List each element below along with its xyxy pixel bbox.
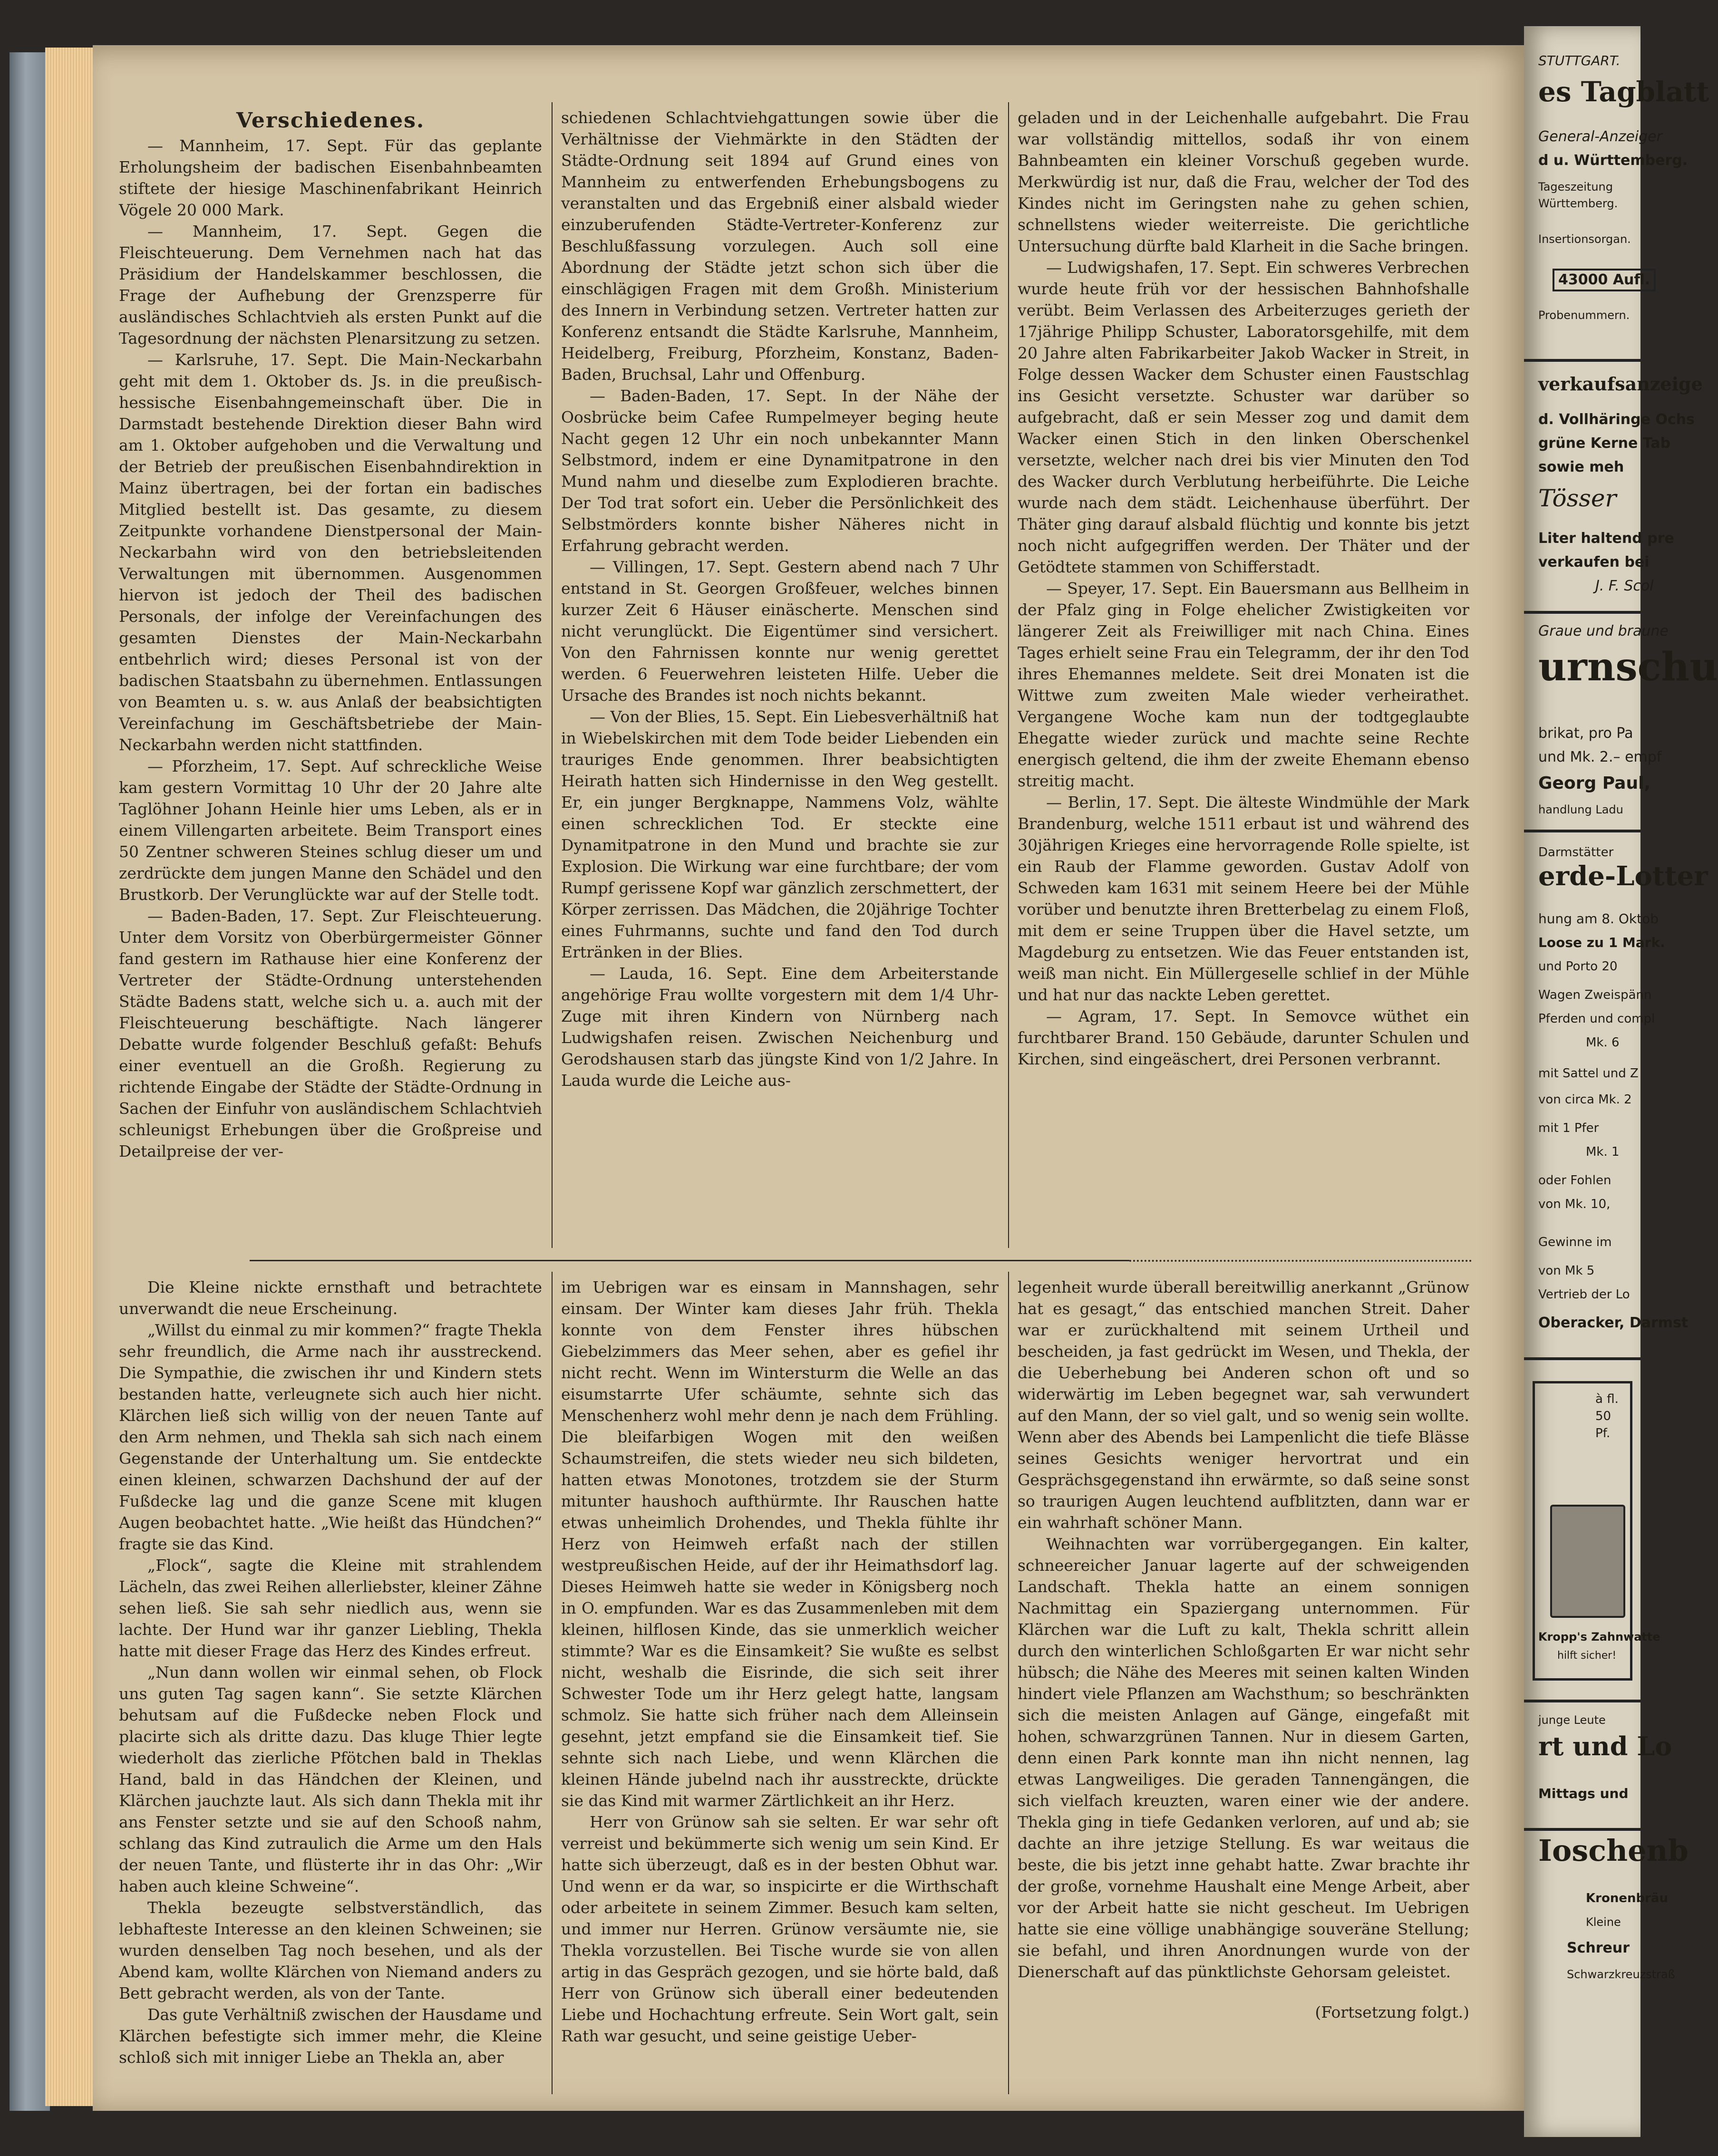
ad3-big: urnschu — [1538, 644, 1718, 690]
ad4-line: Wagen Zweispänn — [1538, 988, 1652, 1002]
section-heading: Verschiedenes. — [236, 108, 425, 133]
serial-paragraph: Das gute Verhältniß zwischen der Hausdame und Klärchen befestigte sich immer mehr, die Kleine schloß sich mit inniger Liebe an Thekla an, aber — [119, 2005, 542, 2067]
serial-paragraph: Herr von Grünow sah sie selten. Er war sehr oft verreist und bekümmerte sich wenig um sein Kind. Er hatte sich überzeugt, daß es in der besten Obhut war. Und wenn er da war, so inspicirte er die Wirthschaft oder arbeitete in seinem Zimmer. Besuch kam selten, und immer nur Herren. Grünow versäumte nie, sie Thekla vorzustellen. Bei Tische wurde sie von allen artig in das Gespräch gezogen, und sie hörte bald, daß Herr von Grünow sich überall einer bedeutenden Liebe und Hochachtung erfreute. Sein Wort galt, sein Rath war gesucht, und seine geistige Ueber- — [561, 1813, 999, 2045]
ad4-line: Gewinne im — [1538, 1235, 1612, 1249]
news-item: — Speyer, 17. Sept. Ein Bauersmann aus Bellheim in der Pfalz ging in Folge ehelicher Zwistigkeiten vor längerer Zeit als Freiwilliger mit nach China. Eines Tages erhielt seine Frau ein Telegramm, der ihr den Tod ihres Ehemannes meldete. Seit drei Monaten ist die Wittwe zum zweiten Male wieder verheirathet. Vergangene Woche kam nun der todtgeglaubte Ehegatte wieder zurück und machte seine Rechte energisch geltend, die ihm der zweite Ehemann ebenso streitig macht. — [1018, 579, 1469, 790]
news-item: — Agram, 17. Sept. In Semovce wüthet ein furchtbarer Brand. 150 Gebäude, darunter Schulen und Kirchen, sind eingeäschert, drei Personen verbrannt. — [1018, 1007, 1469, 1068]
ad2-signature: J. F. Scol — [1595, 578, 1654, 594]
ad6-line: Kleine — [1586, 1915, 1621, 1929]
ad-divider — [1524, 611, 1640, 614]
news-column-1 — [119, 107, 542, 1243]
news-column-2 — [561, 107, 999, 1243]
ad3-small: Graue und braune — [1538, 623, 1669, 639]
ad5-sub: hilft sicher! — [1557, 1650, 1617, 1662]
news-item: geladen und in der Leichenhalle aufgebahrt. Die Frau war vollständig mittellos, sodaß ihr von einem Bahnbeamten ein kleiner Vorschuß gegeben wurde. Merkwürdig ist nur, daß die Frau, welcher der Tod des Kindes nicht im Geringsten nahe zu gehen schien, schnellstens wieder weiterreiste. Die gerichtliche Untersuchung dürfte bald Klarheit in die Sache bringen. — [1018, 108, 1469, 255]
ad4-line: Pferden und compl — [1538, 1012, 1655, 1026]
news-item: — Baden-Baden, 17. Sept. In der Nähe der Oosbrücke beim Cafee Rumpelmeyer beging heute Nacht gegen 12 Uhr ein noch unbekannter Mann Selbstmord, indem er eine Dynamitpatrone in den Mund nahm und dieselbe zum Explodieren brachte. Der Tod trat sofort ein. Ueber die Persönlichkeit des Selbstmörders konnte bisher Näheres nicht in Erfahrung gebracht werden. — [561, 387, 999, 555]
serial-column-1 — [119, 1276, 542, 2094]
ad2-line: sowie meh — [1538, 459, 1624, 475]
ad-divider — [1524, 1357, 1640, 1360]
ad6-big: Ioschenb — [1538, 1833, 1689, 1868]
ad4-line: Loose zu 1 Mark. — [1538, 935, 1665, 950]
serial-paragraph: Thekla bezeugte selbstverständlich, das lebhafteste Interesse an den kleinen Schweinen; sie wurden denselben Tag noch besehen, und als der Abend kam, wollte Klärchen von Niemand anders zu Bett gebracht werden, als von der Tante. — [119, 1898, 542, 2002]
news-item: — Ludwigshafen, 17. Sept. Ein schweres Verbrechen wurde heute früh vor der hessischen Bahnhofshalle verübt. Beim Verlassen des Arbeiterzuges gerieth der 17jährige Philipp Schuster, Laboratorsgehilfe, mit dem 20 Jahre alten Fabrikarbeiter Jakob Wacker in Streit, in Folge dessen Wacker dem Schuster einen Faustschlag ins Gesicht versetzte. Schuster war darüber so aufgebracht, daß er sein Messer zog und damit dem Wacker einen Stich in den linken Oberschenkel versetzte, welcher nach drei bis vier Minuten den Tod des Wacker durch Verblutung herbeiführte. Die Leiche wurde nach dem städt. Leichenhause überführt. Der Thäter ging darauf alsbald flüchtig und konnte bis jetzt noch nicht aufgegriffen werden. Der Thäter und der Getödtete stammen von Schifferstadt. — [1018, 258, 1469, 576]
ad4-line: von circa Mk. 2 — [1538, 1093, 1632, 1107]
ad4-line: mit Sattel und Z — [1538, 1066, 1639, 1081]
ad-tagblatt-line: Insertionsorgan. — [1538, 232, 1631, 246]
serial-column-2 — [561, 1276, 999, 2094]
feuilleton-dotted-rule — [1129, 1260, 1472, 1262]
news-item: — Mannheim, 17. Sept. Gegen die Fleischteuerung. Dem Vernehmen nach hat das Präsidium der Handelskammer beschlossen, die Frage der Aufhebung der Grenzsperre für ausländisches Schlachtvieh als ersten Punkt auf die Tagesordnung der nächsten Plenarsitzung zu setzen. — [119, 222, 542, 348]
ad3-line: und Mk. 2.– empf — [1538, 749, 1662, 765]
ad4-line: Vertrieb der Lo — [1538, 1287, 1630, 1302]
adjacent-page-ads — [1524, 26, 1718, 2137]
ad5-portrait-image — [1550, 1505, 1625, 1618]
serial-column-3 — [1018, 1276, 1469, 2094]
ad-tagblatt-line: Württemberg. — [1538, 197, 1618, 210]
ad6-line: Mittags und — [1538, 1786, 1629, 1801]
ad-tagblatt-region: d u. Württemberg. — [1538, 152, 1688, 169]
ad-tagblatt-title: es Tagblatt — [1538, 76, 1709, 108]
ad5-brand: Kropp's Zahnwatte — [1538, 1630, 1660, 1644]
ad-tagblatt-line: Tageszeitung — [1538, 180, 1613, 193]
ad6-big: rt und Lo — [1538, 1731, 1672, 1761]
ad4-line: Mk. 6 — [1586, 1035, 1620, 1050]
serial-paragraph: Weihnachten war vorrübergegangen. Ein kalter, schneereicher Januar lagerte auf der schweigenden Landschaft. Thekla hatte an einem sonnigen Nachmittag ein Spaziergang unternommen. Für Klärchen war die Luft zu kalt, Thekla schritt allein durch den winterlichen Schloßgarten Er war nicht sehr hübsch; die Nähe des Meeres mit seinen kalten Winden hindert viele Pflanzen am Wachsthum; so beschränkten sich die meisten Anlagen auf Gänge, eingefaßt mit hohen, schwarzgrünen Tannen. Nur in diesem Garten, denn einen Park konnte man ihn nicht nennen, lag etwas Langweiliges. Die geraden Tannengängen, die sich vielfach kreuzten, waren einer wie der andere. Thekla ging in tiefe Gedanken verloren, auf und ab; sie dachte an ihre jetzige Stellung. Es war weitaus die beste, die bis jetzt inne gehabt hatte. Zwar brachte ihr der große, vornehme Haushalt eine Menge Arbeit, aber vor der Arbeit hatte sie nicht gescheut. Im Uebrigen hatte sie eine völlige unabhängige souveräne Stellung; sie befahl, und ihren Anordnungen wurde von der Dienerschaft auf das pünktlichste Gehorsam geleistet. — [1018, 1535, 1469, 1981]
news-item: — Baden-Baden, 17. Sept. Zur Fleischteuerung. Unter dem Vorsitz von Oberbürgermeister Gönner fand gestern im Rathause hier eine Konferenz der Vertreter der Städte-Ordnung unterstehenden Städte Badens statt, welche sich u. a. auch mit der Fleischteuerung beschäftigte. Nach längerer Debatte wurde folgender Beschluß gefaßt: Behufs einer eventuell an die Großh. Regierung zu richtende Eingabe der Städte der Städte-Ordnung in Sachen der Einfuhr von ausländischem Schlachtvieh schleunigst Erhebungen über die Großpreise und Detailpreise der ver- — [119, 907, 542, 1160]
ad5-price: à fl. 50 Pf. — [1595, 1392, 1619, 1441]
ad6-line: Kronenbräu — [1586, 1891, 1668, 1905]
ad6-line: Schwarzkreuzstraß — [1567, 1968, 1675, 1981]
news-item: — Karlsruhe, 17. Sept. Die Main-Neckarbahn geht mit dem 1. Oktober ds. Js. in die preußisch-hessische Eisenbahngemeinschaft über. Die in Darmstadt bestehende Direktion dieser Bahn wird am 1. Oktober aufgehoben und die Verwaltung und der Betrieb der preußischen Eisenbahndirektion in Mainz übertragen, bei der fortan ein badisches Mitglied bestellt ist. Das gesamte, zu diesem Zeitpunkte vorhandene Dienstpersonal der Main-Neckarbahn wird von den betriebsleitenden Verwaltungen mit übernommen. Ausgenommen hiervon ist jedoch der Theil des badischen Personals, der infolge der Vereinfachungen des gesamten Dienstes der Main-Neckarbahn entbehrlich wird; dieses Personal ist von der badischen Staatsbahn zu übernehmen. Entlassungen von Beamten u. s. w. aus Anlaß der beabsichtigten Vereinfachung im Geschäftsbetriebe der Main-Neckarbahn werden nicht stattfinden. — [119, 350, 542, 754]
continuation-note: (Fortsetzung folgt.) — [1315, 2003, 1469, 2021]
news-item: — Villingen, 17. Sept. Gestern abend nach 7 Uhr entstand in St. Georgen Großfeuer, welches binnen kurzer Zeit 6 Häuser einäscherte. Menschen sind nicht verunglückt. Die Eigentümer sind versichert. Von den Fahrnissen konnte nur wenig gerettet werden. 6 Feuerwehren leisteten Hilfe. Ueber die Ursache des Brandes ist noch nichts bekannt. — [561, 558, 999, 705]
ad-divider — [1524, 830, 1640, 832]
ad2-title: verkaufsanzeige — [1538, 373, 1703, 395]
ad4-line: Oberacker, Darmst — [1538, 1315, 1689, 1331]
feuilleton-rule — [250, 1260, 1129, 1261]
ad4-line: von Mk 5 — [1538, 1264, 1595, 1278]
ad3-line: brikat, pro Pa — [1538, 725, 1633, 742]
ad4-line: oder Fohlen — [1538, 1173, 1611, 1188]
page-edges — [45, 48, 100, 2106]
ad4-line: und Porto 20 — [1538, 959, 1618, 974]
news-item: — Berlin, 17. Sept. Die älteste Windmühle der Mark Brandenburg, welche 1511 erbaut ist und während des 30jährigen Krieges eine hervorragende Rolle spielte, ist ein Raub der Flamme geworden. Gustav Adolf von Schweden kam 1631 mit seinem Heere bei der Mühle vorüber und benutzte ihren Bretterbelag zu einem Floß, mit dem er seine Truppen über die Havel setzte, um Magdeburg zu entsetzen. Wie das Feuer entstanden ist, weiß man nicht. Ein Müllergeselle schlief in der Mühle und hat nur das nackte Leben gerettet. — [1018, 793, 1469, 1004]
news-item: schiedenen Schlachtviehgattungen sowie über die Verhältnisse der Viehmärkte in den Städten der Städte-Ordnung seit 1894 auf Grund eines von Mannheim zu entwerfenden Erhebungsbogens zu veranstalten und das Ergebniß einer alsbald wieder einzuberufenden Städte-Vertreter-Konferenz zur Beschlußfassung vorzulegen. Auch soll eine Abordnung der Städte jetzt schon sich über die einschlägigen Fragen mit dem Großh. Ministerium des Innern in Verbindung setzen. Vertreter hatten zur Konferenz entsandt die Städte Karlsruhe, Mannheim, Heidelberg, Freiburg, Pforzheim, Konstanz, Baden-Baden, Bruchsal, Lahr und Offenburg. — [561, 108, 999, 384]
serial-paragraph: legenheit wurde überall bereitwillig anerkannt „Grünow hat es gesagt,“ das entschied manchen Streit. Daher war er zurückhaltend mit seinem Urtheil und bescheiden, ja fast gedrückt im Wesen, und Thekla, der die Ueberhebung bei Anderen schon oft und so widerwärtig im Leben begegnet war, sah verwundert auf den Mann, der so viel galt, und so wenig sein wollte. Wenn aber des Abends bei Lampenlicht die tiefe Blässe seines Gesichts weniger hervortrat und ein Gesprächsgegenstand ihn erwärmte, so daß seine sonst so traurigen Augen leuchtend aufblitzten, dann war er ein wahrhaft schöner Mann. — [1018, 1278, 1469, 1532]
newspaper-page — [93, 45, 1524, 2111]
serial-paragraph: „Willst du einmal zu mir kommen?“ fragte Thekla sehr freundlich, die Arme nach ihr ausstreckend. Die Sympathie, die zwischen ihr und Kindern stets bestanden hatte, verleugnete sich auch hier nicht. Klärchen ließ sich willig von der neuen Tante auf den Arm nehmen, und Thekla sah sich nach einem Gegenstande der Unterhaltung um. Sie entdeckte einen kleinen, schwarzen Dachshund der auf der Fußdecke lag und die ganze Scene mit klugen Augen beobachtet hatte. „Wie heißt das Hündchen?“ fragte sie das Kind. — [119, 1321, 542, 1553]
ad-tagblatt-probe: Probenummern. — [1538, 309, 1630, 322]
ad3-line: handlung Ladu — [1538, 803, 1623, 816]
ad6-line: junge Leute — [1538, 1713, 1606, 1727]
column-divider — [552, 102, 553, 1248]
ad2-name: Tösser — [1538, 484, 1617, 512]
ad-divider — [1524, 1700, 1640, 1702]
ad4-big: erde-Lotter — [1538, 860, 1708, 892]
ad4-head: Darmstätter — [1538, 845, 1614, 860]
serial-paragraph: im Uebrigen war es einsam in Mannshagen, sehr einsam. Der Winter kam dieses Jahr früh. Thekla konnte von dem Fenster ihres hübschen Giebelzimmers das Meer sehen, aber es gefiel ihr nicht recht. Wenn im Wintersturm die Welle an das eisumstarrte Ufer schäumte, sehnte sich das Menschenherz wohl mehr denn je nach dem Frühling. Die bleifarbigen Wogen mit den weißen Schaumstreifen, die stets wieder neu sich bildeten, hatten etwas Monotones, trotzdem sie der Sturm mitunter haushoch aufthürmte. Ihr Rauschen hatte etwas unheimlich Drohendes, und Thekla fühlte ihr Herz von Heimweh erfaßt nach der stillen westpreußischen Heide, auf der ihr Heimathsdorf lag. Dieses Heimweh hatte sie weder in Königsberg noch in O. empfunden. War es das Zusammenleben mit dem kleinen, hilflosen Kinde, das sie unmerklich weicher stimmte? War es die Einsamkeit? Sie wußte es selbst nicht, weshalb die Eisrinde, die sich seit ihrer Schwester Tode um ihr Herz gelegt hatte, langsam schmolz. Sie hatte sich früher nach dem Alleinsein gesehnt, jetzt empfand sie die Einsamkeit tief. Sie sehnte sich nach Liebe, und wenn Klärchen die kleinen Hände jubelnd nach ihr ausstreckte, drückte sie das Kind mit warmer Zärtlichkeit an ihr Herz. — [561, 1278, 999, 1810]
ad-tagblatt-sub: General-Anzeiger — [1538, 128, 1662, 145]
ad2-line: Liter haltend pre — [1538, 530, 1674, 547]
news-item: — Lauda, 16. Sept. Eine dem Arbeiterstande angehörige Frau wollte vorgestern mit dem 1/4 Uhr-Zuge mit ihren Kindern von Nürnberg nach Ludwigshafen reisen. Zwischen Neichenburg und Gerodshausen starb das jüngste Kind von 1/2 Jahre. In Lauda wurde die Leiche aus- — [561, 964, 999, 1090]
ad3-name: Georg Paul, — [1538, 773, 1651, 793]
ad4-line: Mk. 1 — [1586, 1145, 1620, 1159]
ad-circulation-box: 43000 Aufl. — [1553, 269, 1656, 291]
ad2-line: d. Vollhäringe Ochs — [1538, 411, 1695, 428]
ad6-line: Schreur — [1567, 1940, 1630, 1956]
news-column-3 — [1018, 107, 1469, 1243]
ad-divider — [1524, 359, 1640, 362]
ad-city: STUTTGART. — [1538, 53, 1621, 68]
ad4-line: von Mk. 10, — [1538, 1197, 1611, 1211]
ad2-line: verkaufen bei — [1538, 554, 1650, 570]
ad4-line: hung am 8. Oktob — [1538, 911, 1659, 927]
serial-paragraph: „Nun dann wollen wir einmal sehen, ob Flock uns guten Tag sagen kann“. Sie setzte Klärchen behutsam auf die Fußdecke neben Flock und placirte sich als dritte dazu. Das kluge Thier legte wiederholt das zierliche Pfötchen bald in Theklas Hand, bald in das Händchen der Kleinen, und Klärchen jauchzte laut. Als sich dann Thekla mit ihr ans Fenster setzte und sie auf den Schooß nahm, schlang das Kind zutraulich die Arme um den Hals der neuen Tante, und flüsterte ihr in das Ohr: „Wir haben auch kleine Schweine“. — [119, 1663, 542, 1895]
book-binding — [10, 52, 50, 2111]
column-divider — [1008, 1272, 1009, 2094]
news-item: — Mannheim, 17. Sept. Für das geplante Erholungsheim der badischen Eisenbahnbeamten stiftete der hiesige Maschinenfabrikant Heinrich Vögele 20 000 Mark. — [119, 136, 542, 219]
serial-paragraph: „Flock“, sagte die Kleine mit strahlendem Lächeln, das zwei Reihen allerliebster, kleiner Zähne sehen ließ. Sie sah sehr niedlich aus, wenn sie lachte. Der Hund war ihr ganzer Liebling, Thekla hatte mit dieser Frage das Herz des Kindes erfreut. — [119, 1556, 542, 1660]
ad2-line: grüne Kerne Tab — [1538, 435, 1671, 452]
column-divider — [1008, 102, 1009, 1248]
ad4-line: mit 1 Pfer — [1538, 1121, 1599, 1135]
news-item: — Von der Blies, 15. Sept. Ein Liebesverhältniß hat in Wiebelskirchen mit dem Tode beider Liebenden ein trauriges Ende genommen. Ihrer beabsichtigten Heirath hatten sich Hindernisse in den Weg gestellt. Er, ein junger Bergknappe, Nammens Volz, wählte einen schrecklichen Tod. Er steckte eine Dynamitpatrone in den Mund und brachte sie zur Explosion. Die Wirkung war eine furchtbare; der vom Rumpf gerissene Kopf war gänzlich zerschmettert, der Körper zerrissen. Das Mädchen, die 20jährige Tochter eines Fuhrmanns, suchte und fand den Tod durch Ertränken in der Blies. — [561, 707, 999, 961]
serial-paragraph: Die Kleine nickte ernsthaft und betrachtete unverwandt die neue Erscheinung. — [119, 1278, 542, 1318]
news-item: — Pforzheim, 17. Sept. Auf schreckliche Weise kam gestern Vormittag 10 Uhr der 20 Jahre alte Taglöhner Johann Heinle hier ums Leben, als er in einem Villengarten arbeitete. Beim Transport eines 50 Zentner schweren Steines schlug dieser um und zerdrückte dem jungen Manne den Schädel und den Brustkorb. Der Verunglückte war auf der Stelle todt. — [119, 757, 542, 904]
column-divider — [552, 1272, 553, 2094]
ad-divider — [1524, 1828, 1640, 1831]
